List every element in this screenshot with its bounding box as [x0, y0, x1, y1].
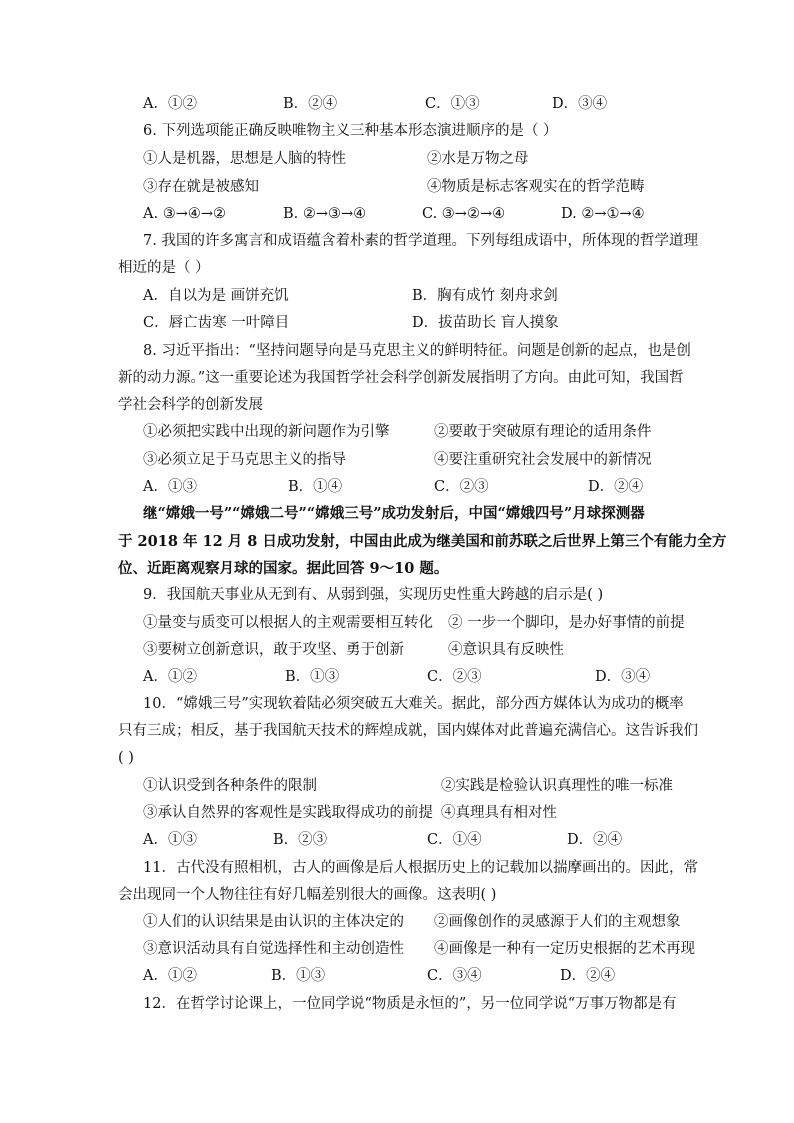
q8-options [143, 476, 703, 498]
option-b: B．②③ [273, 832, 328, 848]
q11-item-2: ②画像创作的灵感源于人们的主观想象 [434, 914, 681, 930]
q12-stem-line1: 12．在哲学讨论课上，一位同学说“物质是永恒的”，另一位同学说“万事万物都是有 [143, 996, 677, 1012]
q10-stem-line1: 10．“嫦娥三号”实现软着陆必须突破五大难关。据此，部分西方媒体认为成功的概率 [143, 696, 684, 712]
q9-options [143, 666, 703, 688]
option-d: D. ②→①→④ [561, 206, 645, 222]
q7-stem-line1: 7. 我国的许多寓言和成语蕴含着朴素的哲学道理。下列每组成语中，所体现的哲学道理 [143, 233, 698, 249]
option-c: C．②③ [427, 669, 482, 685]
q10-item-1: ①认识受到各种条件的限制 [143, 778, 317, 794]
q11-options [143, 965, 703, 987]
option-c: C．②③ [434, 479, 489, 495]
option-a: A. ③→④→② [143, 206, 226, 222]
option-b: B．②④ [283, 96, 338, 112]
q9-item-1: ①量变与质变可以根据人的主观需要相互转化 [143, 615, 433, 631]
q10-item-3: ③承认自然界的客观性是实践取得成功的前提 [143, 805, 433, 821]
q8-stem-line1: 8. 习近平指出：“坚持问题导向是马克思主义的鲜明特征。问题是创新的起点，也是创 [143, 343, 691, 359]
q8-stem-line2: 新的动力源。”这一重要论述为我国哲学社会科学创新发展指明了方向。由此可知，我国哲 [118, 370, 684, 386]
option-a: A．①③ [143, 832, 197, 848]
q8-item-1: ①必须把实践中出现的新问题作为引擎 [143, 424, 390, 440]
option-d: D．②④ [588, 479, 644, 495]
q8-item-4: ④要注重研究社会发展中的新情况 [434, 452, 652, 468]
q7-option-c: C．唇亡齿寒 一叶障目 [143, 315, 290, 331]
q9-stem: 9．我国航天事业从无到有、从弱到强，实现历史性重大跨越的启示是( ) [143, 587, 604, 603]
option-b: B. ②→③→④ [283, 206, 367, 222]
passage-line3: 位、近距离观察月球的国家。据此回答 9～10 题。 [118, 560, 449, 577]
q11-item-4: ④画像是一种有一定历史根据的艺术再现 [434, 941, 695, 957]
option-d: D．③④ [595, 669, 651, 685]
q10-stem-line2: 只有三成；相反，基于我国航天技术的辉煌成就，国内媒体对此普遍充满信心。这告诉我们 [118, 723, 698, 739]
q8-item-2: ②要敢于突破原有理论的适用条件 [434, 424, 652, 440]
q9-item-3: ③要树立创新意识，敢于攻坚、勇于创新 [143, 642, 404, 658]
q11-stem-line1: 11．古代没有照相机，古人的画像是后人根据历史上的记载加以揣摩画出的。因此，常 [143, 860, 698, 876]
q10-item-4: ④真理具有相对性 [441, 805, 557, 821]
option-c: C．①③ [425, 96, 480, 112]
option-c: C. ③→②→④ [422, 206, 506, 222]
option-d: D．②④ [567, 832, 623, 848]
q5-options [143, 93, 703, 115]
option-a: A．①② [143, 96, 197, 112]
q10-options [143, 829, 703, 851]
q7-stem-line2: 相近的是（ ） [118, 260, 210, 276]
option-a: A．①② [143, 968, 197, 984]
q7-option-b: B．胸有成竹 刻舟求剑 [412, 288, 558, 304]
option-a: A．①③ [143, 479, 197, 495]
q8-stem-line3: 学社会科学的创新发展 [118, 397, 263, 413]
q6-item-1: ①人是机器，思想是人脑的特性 [143, 151, 346, 167]
q11-item-1: ①人们的认识结果是由认识的主体决定的 [143, 914, 404, 930]
q11-stem-line2: 会出现同一个人物往往有好几幅差别很大的画像。这表明( ) [118, 887, 497, 903]
q10-stem-line3: ( ) [118, 750, 134, 766]
passage-line1: 继“嫦娥一号”“嫦娥二号”“嫦娥三号”成功发射后，中国“嫦娥四号”月球探测器 [143, 505, 645, 522]
option-c: C．③④ [427, 968, 482, 984]
option-c: C．①④ [427, 832, 482, 848]
q6-options [143, 203, 703, 225]
q7-option-d: D．拔苗助长 盲人摸象 [412, 315, 559, 331]
q6-item-4: ④物质是标志客观实在的哲学范畴 [427, 179, 645, 195]
option-b: B．①③ [285, 669, 340, 685]
q6-stem: 6. 下列选项能正确反映唯物主义三种基本形态演进顺序的是（ ） [143, 123, 558, 139]
q7-option-a: A．自以为是 画饼充饥 [143, 288, 289, 304]
q11-item-3: ③意识活动具有自觉选择性和主动创造性 [143, 941, 404, 957]
q6-item-3: ③存在就是被感知 [143, 179, 259, 195]
q8-item-3: ③必须立足于马克思主义的指导 [143, 452, 346, 468]
passage-line2: 于 2018 年 12 月 8 日成功发射，中国由此成为继美国和前苏联之后世界上第三个有能力全方 [118, 533, 727, 550]
option-a: A．①② [143, 669, 197, 685]
option-b: B．①③ [271, 968, 326, 984]
q9-item-4: ④意识具有反映性 [448, 642, 564, 658]
option-b: B．①④ [288, 479, 343, 495]
option-d: D．②④ [560, 968, 616, 984]
q6-item-2: ②水是万物之母 [427, 151, 529, 167]
option-d: D．③④ [552, 96, 608, 112]
q10-item-2: ②实践是检验认识真理性的唯一标准 [441, 778, 673, 794]
q9-item-2: ② 一步一个脚印，是办好事情的前提 [448, 615, 685, 631]
